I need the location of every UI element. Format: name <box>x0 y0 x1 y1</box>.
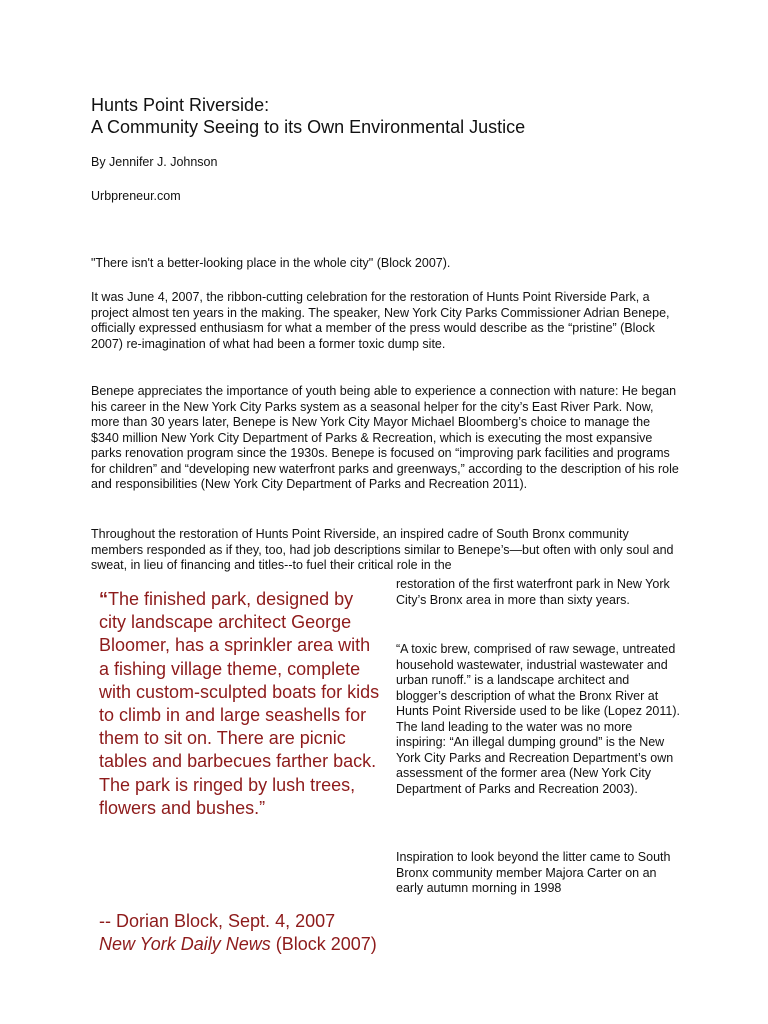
paragraph-3: Throughout the restoration of Hunts Point Riverside, an inspired cadre of South Bronx community members responded as if they, too, had job descriptions similar to Benepe’s—but often with only soul and sweat, in lieu of financing and titles--to fuel their critical role in the <box>91 527 674 572</box>
site-name: Urbpreneur.com <box>91 189 181 203</box>
pull-quote-text: The finished park, designed by city landscape architect George Bloomer, has a sprinkler area with a fishing village theme, complete with custom-sculpted boats for kids to climb in and large seashells for them to sit on. There are picnic tables and barbecues farther back. The park is ringed by lush trees, flowers and bushes.” <box>99 589 380 818</box>
title-line-1: Hunts Point Riverside: <box>91 95 270 115</box>
right-column-paragraph-3: Inspiration to look beyond the litter came to South Bronx community member Majora Carter on an early autumn morning in 1998 <box>396 850 671 895</box>
right-column-paragraph-1: restoration of the first waterfront park in New York City’s Bronx area in more than sixty years. <box>396 577 670 607</box>
open-quote-mark: “ <box>99 589 108 609</box>
article-title <box>91 94 525 138</box>
paragraph-2: Benepe appreciates the importance of youth being able to experience a connection with nature: He began his career in the New York City Parks system as a seasonal helper for the city’s East River Park. Now, more than 30 years later, Benepe is New York City Mayor Michael Bloomberg’s choice to manage the $340 million New York City Department of Parks & Recreation, which is executing the most expansive parks renovation program since the 1930s. Benepe is focused on “improving park facilities and programs for children” and “developing new waterfront parks and greenways,” according to the description of his role and responsibilities (New York City Department of Parks and Recreation 2011). <box>91 384 679 491</box>
paragraph-1: It was June 4, 2007, the ribbon-cutting celebration for the restoration of Hunts Point Riverside Park, a project almost ten years in the making. The speaker, New York City Parks Commissioner Adrian Benepe, officially expressed enthusiasm for what a member of the press would describe as the “pristine” (Block 2007) re-imagination of what had been a former toxic dump site. <box>91 290 670 351</box>
pull-quote-attribution <box>99 910 381 956</box>
attribution-line: -- Dorian Block, Sept. 4, 2007 <box>99 911 336 931</box>
epigraph: "There isn't a better-looking place in the whole city" (Block 2007). <box>91 256 451 270</box>
title-line-2: A Community Seeing to its Own Environmental Justice <box>91 117 526 137</box>
citation: (Block 2007) <box>270 934 377 955</box>
publication-name: New York Daily News <box>99 934 271 955</box>
attribution-source <box>99 933 381 956</box>
right-column-paragraph-2: “A toxic brew, comprised of raw sewage, untreated household wastewater, industrial wastewater and urban runoff.” is a landscape architect and blogger’s description of what the Bronx River at Hunts Point Riverside used to be like (Lopez 2011). The land leading to the water was no more inspiring: “An illegal dumping ground” is the New York City Parks and Recreation Department’s own assessment of the former area (New York City Department of Parks and Recreation 2003). <box>396 642 680 796</box>
pull-quote <box>99 588 381 820</box>
byline: By Jennifer J. Johnson <box>91 155 218 169</box>
